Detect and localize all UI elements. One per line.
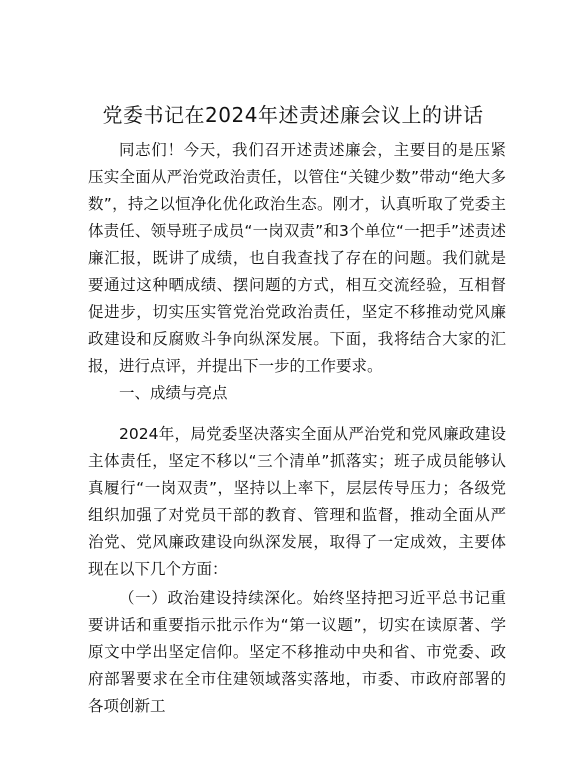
section-heading: 一、成绩与亮点 xyxy=(119,384,228,402)
paragraph-political-building: （一）政治建设持续深化。始终坚持把习近平总书记重要讲话和重要指示批示作为“第一议题”，切实在读原著、学原文中学出坚定信仰。坚定不移推动中央和省、市党委、政府部署要求在全市住建领域落实落地，市委、市政府部署的各项创新工 xyxy=(88,589,506,715)
paragraph-opening: 同志们！今天，我们召开述责述廉会，主要目的是压紧压实全面从严治党政治责任，以管住“关键少数”带动“绝大多数”，持之以恒净化优化政治生态。刚才，认真听取了党委主体责任、领导班子成员“一岗双责”和3个单位“一把手”述责述廉汇报，既讲了成绩，也自我查找了存在的问题。我们就是要通过这种晒成绩、摆问题的方式，相互交流经验，互相督促进步，切实压实管党治党政治责任，坚定不移推动党风廉政建设和反腐败斗争向纵深发展。下面，我将结合大家的汇报，进行点评，并提出下一步的工作要求。 xyxy=(88,141,506,375)
document-title: 党委书记在2024年述责述廉会议上的讲话 xyxy=(102,103,484,127)
paragraph-achievements: 2024年，局党委坚决落实全面从严治党和党风廉政建设主体责任，坚定不移以“三个清单”抓落实；班子成员能够认真履行“一岗双责”，坚持以上率下，层层传导压力；各级党组织加强了对党员干部的教育、管理和监督，推动全面从严治党、党风廉政建设向纵深发展，取得了一定成效，主要体现在以下几个方面： xyxy=(88,425,506,578)
